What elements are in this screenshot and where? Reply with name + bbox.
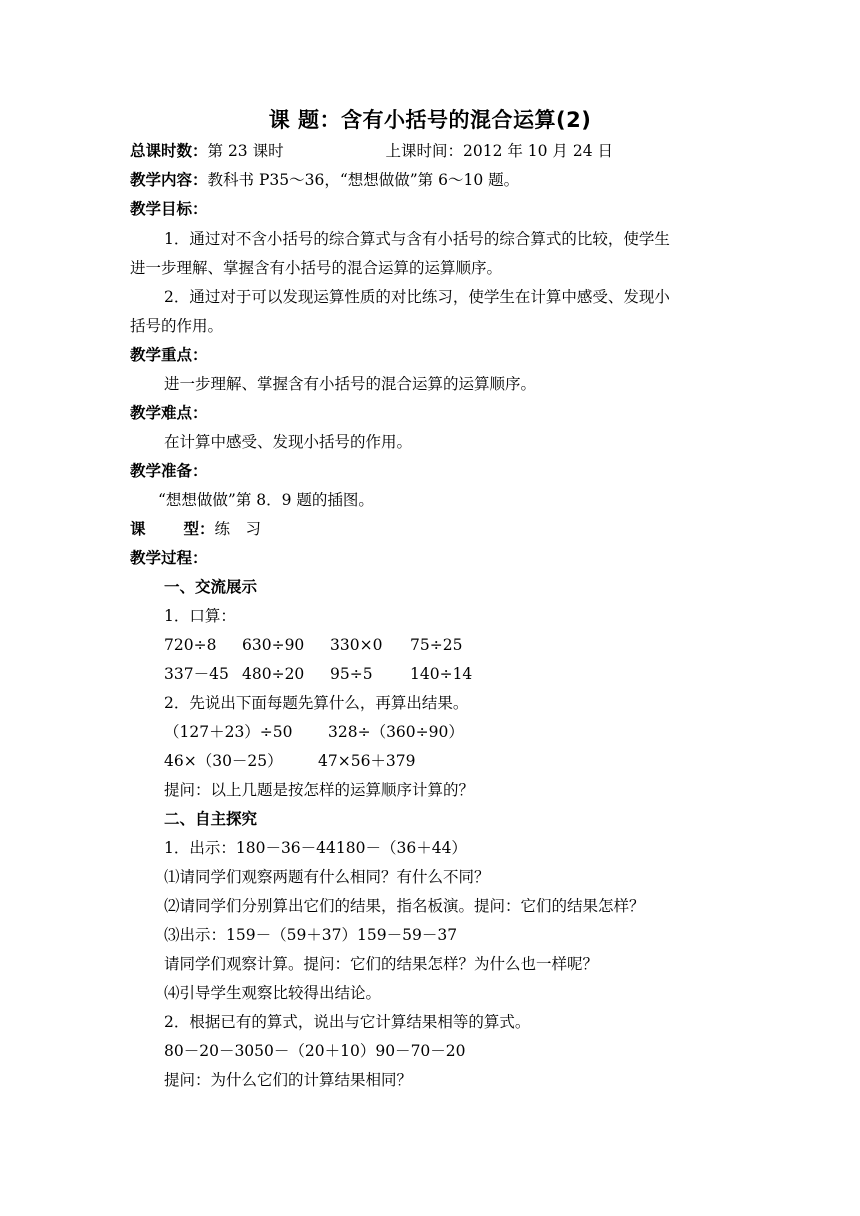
section-2-point-4: ⑷引导学生观察比较得出结论。: [164, 984, 382, 1002]
expr-cell: 46×（30－25）: [164, 752, 283, 770]
goal-2-line-1: 2．通过对于可以发现运算性质的对比练习，使学生在计算中感受、发现小: [164, 288, 670, 306]
type-value: 练 习: [214, 520, 262, 538]
expr-row-2: [164, 751, 416, 771]
content-label: 教学内容：: [130, 171, 208, 189]
section-1-title: 一、交流展示: [164, 578, 258, 596]
class-time-value: 2012 年 10 月 24 日: [462, 142, 614, 160]
difficulty-heading: [130, 403, 208, 423]
oral-cell: 95÷5: [330, 665, 373, 683]
section-1-item-1: 1．口算：: [164, 607, 236, 625]
expr-cell: 47×56＋379: [318, 752, 416, 770]
oral-row-1: [164, 635, 462, 655]
content-row: [130, 170, 519, 190]
section-2-point-3: ⑶出示：159－（59＋37）159－59－37: [164, 926, 458, 944]
oral-row-2: [164, 664, 472, 684]
goals-label: 教学目标：: [130, 200, 208, 218]
section-2-point-1: ⑴请同学们观察两题有什么相同？有什么不同？: [164, 868, 490, 886]
section-2-point-2: ⑵请同学们分别算出它们的结果，指名板演。提问：它们的结果怎样？: [164, 897, 645, 915]
section-1-item-2: 2．先说出下面每题先算什么，再算出结果。: [164, 694, 469, 712]
oral-cell: 330×0: [330, 636, 383, 654]
goal-1-line-2: 进一步理解、掌握含有小括号的混合运算的运算顺序。: [130, 259, 503, 277]
prep-label: 教学准备：: [130, 462, 208, 480]
oral-cell: 630÷90: [242, 636, 305, 654]
difficulty-label: 教学难点：: [130, 404, 208, 422]
key-heading: [130, 345, 208, 365]
goal-2-line-2: 括号的作用。: [130, 317, 224, 335]
key-label: 教学重点：: [130, 346, 208, 364]
oral-cell: 140÷14: [410, 665, 473, 683]
process-heading: [130, 548, 208, 568]
content-text: 教科书 P35～36，“想想做做”第 6～10 题。: [207, 171, 520, 189]
section-1-question: 提问：以上几题是按怎样的运算顺序计算的？: [164, 781, 475, 799]
oral-cell: 75÷25: [410, 636, 463, 654]
expr-row-1: [164, 722, 464, 742]
oral-cell: 480÷20: [242, 665, 305, 683]
total-hours-value: 第 23 课时: [207, 142, 284, 160]
type-label-b: 型：: [183, 520, 215, 538]
difficulty-text: 在计算中感受、发现小括号的作用。: [164, 433, 413, 451]
page-title: 课 题：含有小括号的混合运算(2): [268, 108, 592, 132]
prep-heading: [130, 461, 208, 481]
key-text: 进一步理解、掌握含有小括号的混合运算的运算顺序。: [164, 375, 537, 393]
type-row: [130, 519, 261, 539]
class-time-label: 上课时间：: [385, 142, 463, 160]
process-label: 教学过程：: [130, 549, 208, 567]
oral-cell: 337－45: [164, 665, 229, 683]
section-2-item-1: 1．出示：180－36－44180－（36＋44）: [164, 839, 467, 857]
total-hours-label: 总课时数：: [130, 142, 208, 160]
section-2-question: 提问：为什么它们的计算结果相同？: [164, 1071, 413, 1089]
section-2-point-3b: 请同学们观察计算。提问：它们的结果怎样？为什么也一样呢？: [164, 955, 599, 973]
meta-row: [130, 141, 613, 161]
section-2-title: 二、自主探究: [164, 810, 258, 828]
oral-cell: 720÷8: [164, 636, 217, 654]
goal-1-line-1: 1．通过对不含小括号的综合算式与含有小括号的综合算式的比较，使学生: [164, 230, 670, 248]
expr-cell: （127＋23）÷50: [164, 723, 293, 741]
prep-text: “想想做做”第 8．9 题的插图。: [158, 491, 374, 509]
expr-cell: 328÷（360÷90）: [328, 723, 464, 741]
section-2-item-2: 2．根据已有的算式，说出与它计算结果相等的算式。: [164, 1013, 531, 1031]
section-2-expr: 80－20－3050－（20＋10）90－70－20: [164, 1042, 466, 1060]
type-label-a: 课: [130, 520, 146, 538]
goals-heading: [130, 199, 208, 219]
